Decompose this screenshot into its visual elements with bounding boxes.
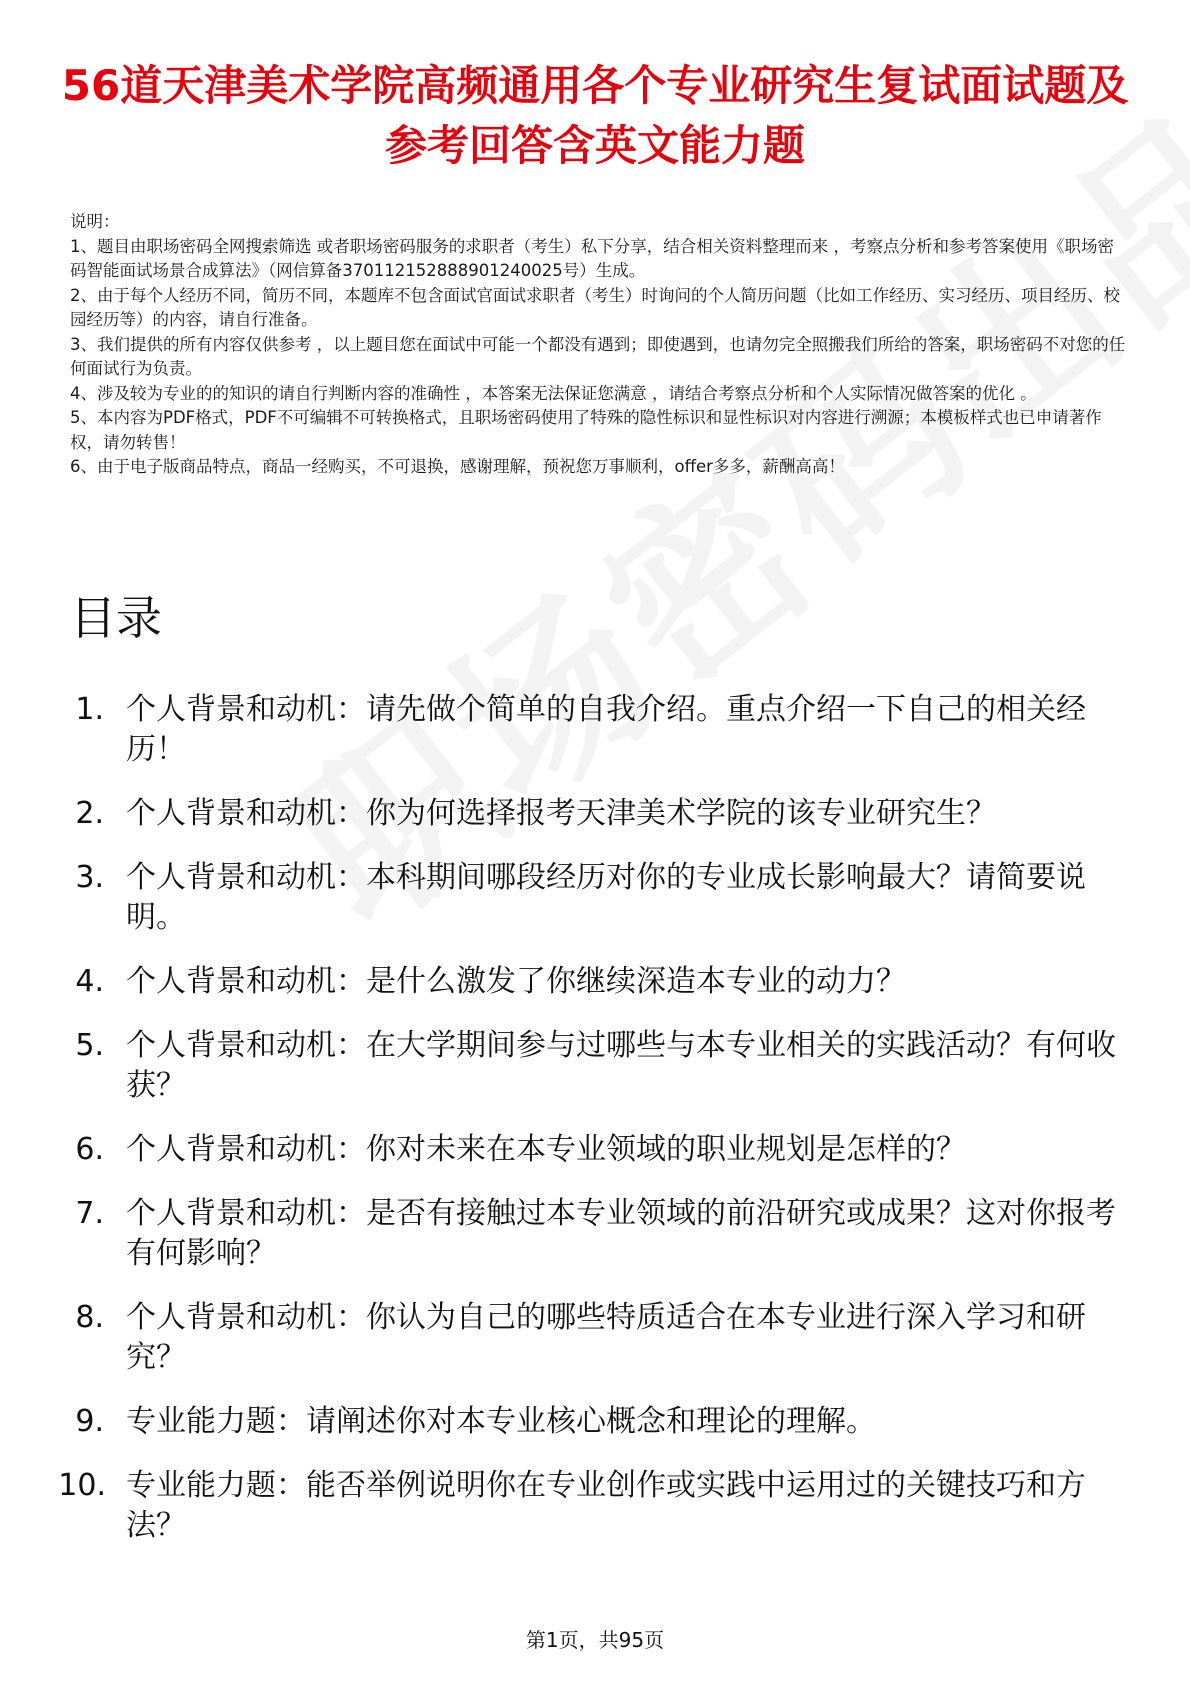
note-item: 5、本内容为PDF格式，PDF不可编辑不可转换格式，且职场密码使用了特殊的隐性标识和显性标识对内容进行溯源；本模板样式也已申请著作权，请勿转售！ [70, 408, 1102, 452]
toc-item-number: 2. [75, 796, 104, 831]
toc-item[interactable] [70, 962, 1120, 1002]
toc-item-text: 个人背景和动机：请先做个简单的自我介绍。重点介绍一下自己的相关经历！ [126, 692, 1086, 767]
toc-item-text: 专业能力题：请阐述你对本专业核心概念和理论的理解。 [126, 1404, 876, 1439]
toc-item-number: 5. [75, 1028, 104, 1063]
note-item: 1、题目由职场密码全网搜索筛选 或者职场密码服务的求职者（考生）私下分享，结合相关资料整理而来 ，考察点分析和参考答案使用《职场密码智能面试场景合成算法》（网信算备370112152888901240025号）生成。 [70, 236, 1114, 280]
toc-item-number: 1. [75, 692, 104, 727]
toc-item-number: 6. [75, 1132, 104, 1167]
note-item: 4、涉及较为专业的的知识的请自行判断内容的准确性 ，本答案无法保证您满意 ，请结合考察点分析和个人实际情况做答案的优化 。 [70, 383, 1037, 403]
document-title: 56道天津美术学院高频通用各个专业研究生复试面试题及参考回答含英文能力题 [61, 61, 1129, 170]
page-number: 第1页，共95页 [525, 1628, 665, 1652]
toc-item-text: 个人背景和动机：是否有接触过本专业领域的前沿研究或成果？这对你报考有何影响？ [126, 1196, 1116, 1271]
toc-item[interactable] [70, 1402, 1120, 1442]
toc-item-number: 7. [75, 1196, 104, 1231]
toc-item-text: 专业能力题：能否举例说明你在专业创作或实践中运用过的关键技巧和方法？ [126, 1468, 1086, 1543]
toc-item-number: 8. [75, 1300, 104, 1335]
toc-item[interactable] [70, 794, 1120, 834]
notes-heading: 说明： [70, 212, 120, 231]
note-item: 2、由于每个人经历不同，简历不同，本题库不包含面试官面试求职者（考生）时询问的个人简历问题（比如工作经历、实习经历、项目经历、校园经历等）的内容，请自行准备。 [70, 285, 1120, 329]
toc-item[interactable] [70, 1026, 1120, 1106]
toc-item-number: 4. [75, 964, 104, 999]
notes-section [70, 210, 1126, 480]
toc-item[interactable] [70, 1194, 1120, 1274]
note-item: 3、我们提供的所有内容仅供参考 ，以上题目您在面试中可能一个都没有遇到；即使遇到，也请勿完全照搬我们所给的答案，职场密码不对您的任何面试行为负责。 [70, 334, 1126, 378]
table-of-contents [58, 690, 1120, 1570]
toc-item[interactable] [70, 1130, 1120, 1170]
toc-item-text: 个人背景和动机：你为何选择报考天津美术学院的该专业研究生？ [126, 796, 996, 831]
toc-item-text: 个人背景和动机：本科期间哪段经历对你的专业成长影响最大？请简要说明。 [126, 860, 1086, 935]
toc-item-number: 9. [75, 1404, 104, 1439]
toc-item[interactable] [70, 1298, 1120, 1378]
toc-item-number: 3. [75, 860, 104, 895]
note-item: 6、由于电子版商品特点，商品一经购买，不可退换，感谢理解，预祝您万事顺利，offer多多，薪酬高高！ [70, 457, 845, 476]
toc-item-number: 10. [58, 1468, 106, 1503]
toc-item[interactable] [58, 1466, 1120, 1546]
toc-item-text: 个人背景和动机：你对未来在本专业领域的职业规划是怎样的？ [126, 1132, 966, 1167]
toc-item[interactable] [70, 690, 1120, 770]
toc-item[interactable] [70, 858, 1120, 938]
toc-item-text: 个人背景和动机：是什么激发了你继续深造本专业的动力？ [126, 964, 906, 999]
toc-heading: 目录 [70, 591, 162, 645]
toc-item-text: 个人背景和动机：你认为自己的哪些特质适合在本专业进行深入学习和研究？ [126, 1300, 1086, 1375]
toc-item-text: 个人背景和动机：在大学期间参与过哪些与本专业相关的实践活动？有何收获？ [126, 1028, 1116, 1103]
